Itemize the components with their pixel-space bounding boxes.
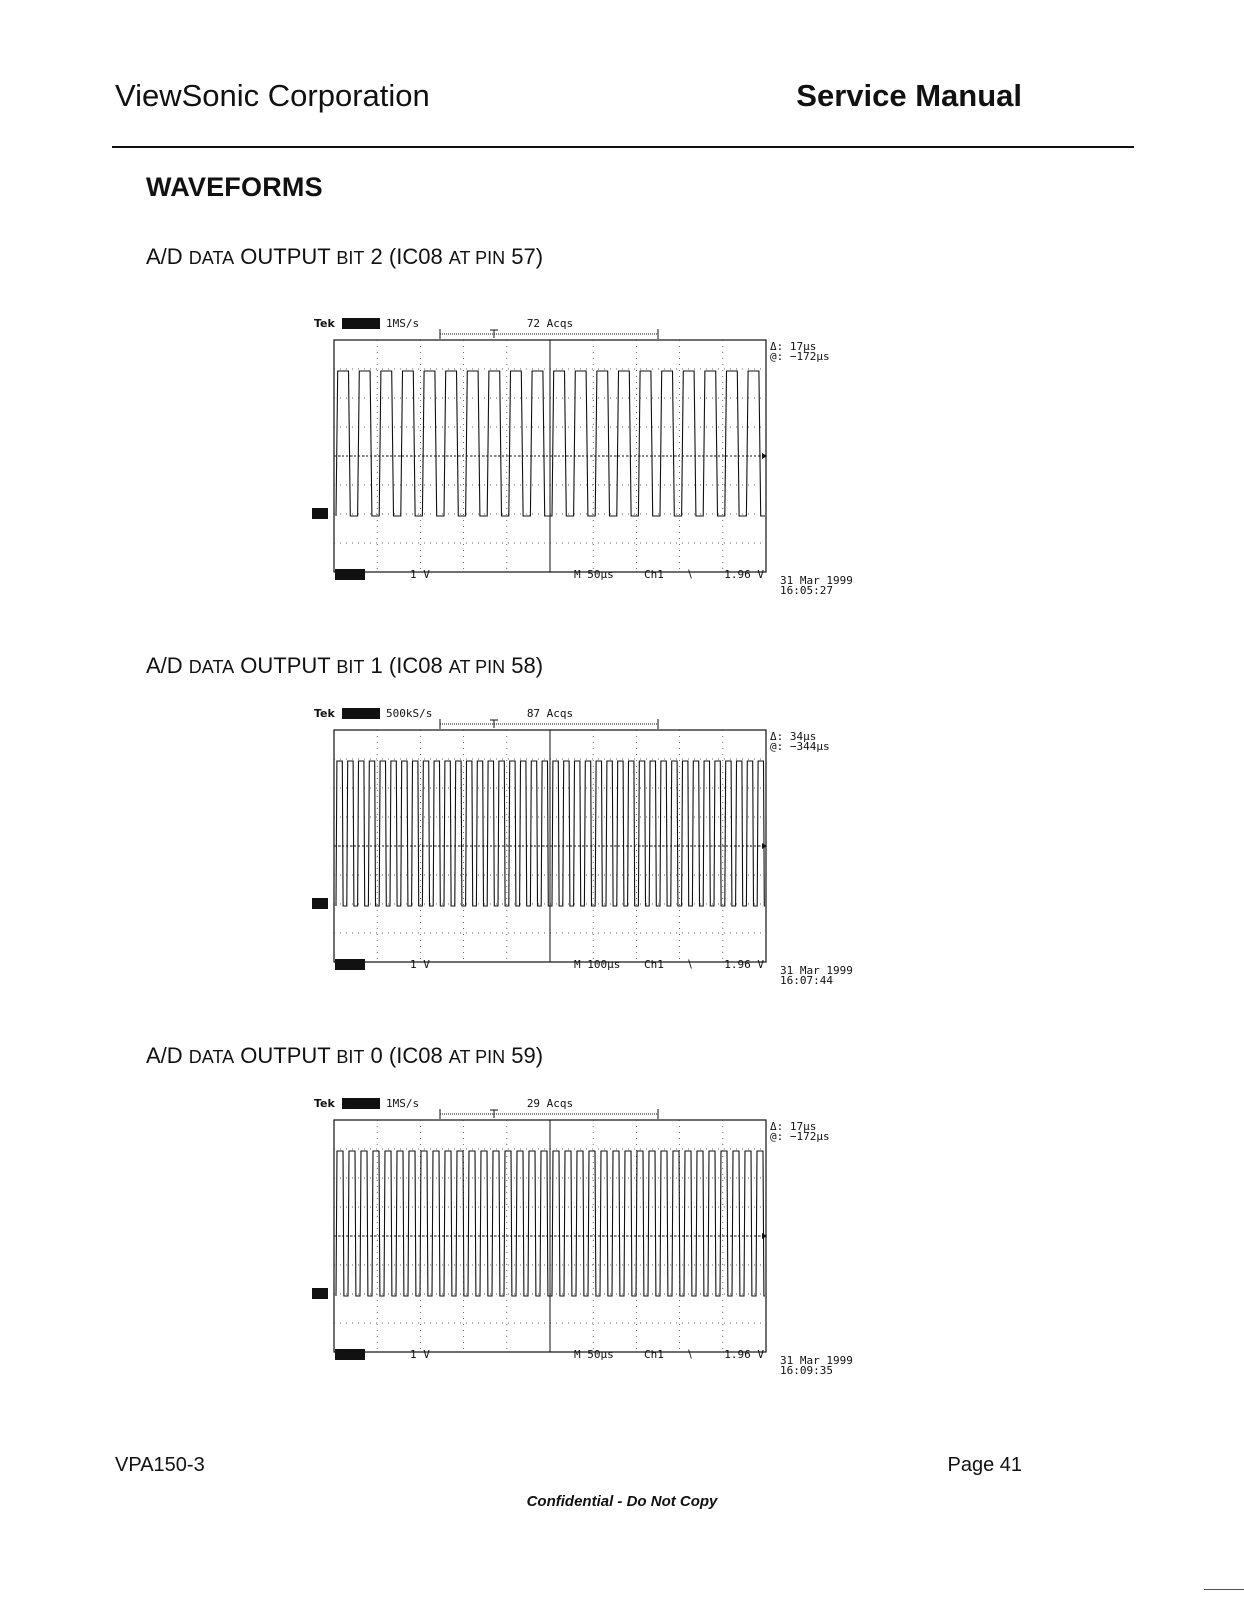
caption-text: 57) [505,244,544,269]
caption-text: A/D [146,653,189,678]
volts-per-div: 1 V [410,568,430,581]
capture-time: 16:09:35 [780,1364,833,1377]
capture-time: 16:07:44 [780,974,833,987]
section-title: WAVEFORMS [146,172,323,202]
volts-per-div: 1 V [410,1348,430,1361]
scope-svg [310,1092,890,1382]
oscilloscope-capture-1 [310,312,890,602]
trigger-slope: ∖ [686,1348,694,1361]
ground-marker-label: 1 [318,897,325,910]
scope-state: Stop [347,317,375,330]
cursor-position: @: −172µs [770,350,830,363]
caption-text: BIT [336,657,365,677]
trigger-source: Ch1 [644,568,664,581]
caption-text: OUTPUT [234,244,337,269]
confidential-notice: Confidential - Do Not Copy [526,1493,718,1510]
cursor-delta: Δ: 34µs [770,730,817,743]
waveform-caption-bit1 [146,653,543,679]
scope-brand: Tek [314,1097,335,1110]
caption-text: 1 (IC08 [364,653,449,678]
trigger-level: 1.96 V [724,568,764,581]
scope-sample-rate: 1MS/s [386,1097,420,1110]
scope-acquisitions: 72 Acqs [526,317,574,330]
page-number: Page 41 [947,1454,1022,1476]
timebase: M 50µs [574,568,614,581]
cursor-delta: Δ: 17µs [770,340,817,353]
scope-svg [310,702,890,992]
cursor-position: @: −172µs [770,1130,830,1143]
scope-acquisitions: 29 Acqs [526,1097,574,1110]
ground-marker-label: 1 [318,507,325,520]
channel-label: Ch1 [340,568,360,581]
caption-text: DATA [188,248,235,268]
model-number: VPA150-3 [115,1454,205,1476]
capture-date: 31 Mar 1999 [780,574,853,587]
caption-text: 59) [505,1043,544,1068]
scope-sample-rate: 500kS/s [386,707,433,720]
caption-text: AT PIN [448,1047,506,1067]
waveform-caption-bit0 [146,1043,543,1069]
caption-text: BIT [336,1047,365,1067]
oscilloscope-capture-2 [310,702,890,992]
capture-date: 31 Mar 1999 [780,1354,853,1367]
caption-text: 0 (IC08 [364,1043,449,1068]
caption-text: A/D [146,1043,189,1068]
channel-label: Ch1 [340,958,360,971]
caption-text: AT PIN [448,248,506,268]
caption-text: AT PIN [448,657,506,677]
caption-text: 58) [505,653,544,678]
trigger-level: 1.96 V [724,1348,764,1361]
cursor-position: @: −344µs [770,740,830,753]
trigger-slope: ∖ [686,568,694,581]
caption-text: 2 (IC08 [364,244,449,269]
scope-acquisitions: 87 Acqs [526,707,574,720]
ground-marker-label: 1 [318,1287,325,1300]
trigger-source: Ch1 [644,958,664,971]
capture-date: 31 Mar 1999 [780,964,853,977]
timebase: M 50µs [574,1348,614,1361]
trigger-slope: ∖ [686,958,694,971]
scan-edge-line [1204,1589,1244,1590]
scope-brand: Tek [314,317,335,330]
caption-text: BIT [336,248,365,268]
scope-svg [310,312,890,602]
document-type: Service Manual [796,78,1022,113]
trigger-source: Ch1 [644,1348,664,1361]
trigger-level: 1.96 V [724,958,764,971]
scope-brand: Tek [314,707,335,720]
capture-time: 16:05:27 [780,584,833,597]
timebase: M 100µs [574,958,621,971]
cursor-delta: Δ: 17µs [770,1120,817,1133]
caption-text: DATA [188,657,235,677]
caption-text: OUTPUT [234,653,337,678]
volts-per-div: 1 V [410,958,430,971]
caption-text: A/D [146,244,189,269]
scope-state: Stop [347,707,375,720]
caption-text: OUTPUT [234,1043,337,1068]
header-rule [112,146,1134,148]
channel-label: Ch1 [340,1348,360,1361]
waveform-caption-bit2 [146,244,543,270]
scope-sample-rate: 1MS/s [386,317,420,330]
caption-text: DATA [188,1047,235,1067]
scope-state: Stop [347,1097,375,1110]
oscilloscope-capture-3 [310,1092,890,1382]
company-name: ViewSonic Corporation [115,78,430,113]
